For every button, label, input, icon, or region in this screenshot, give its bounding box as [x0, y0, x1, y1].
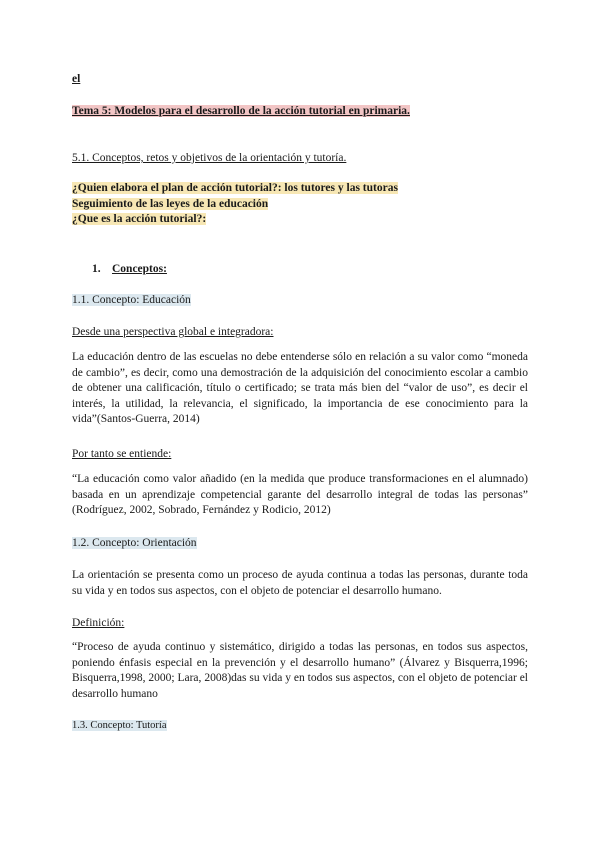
questions-block: [72, 181, 528, 228]
list-number: 1.: [92, 263, 101, 275]
subheading-global: Desde una perspectiva global e integradora:: [72, 326, 274, 338]
top-word: el: [72, 73, 81, 85]
question-2: Seguimiento de las leyes de la educación: [72, 197, 269, 210]
paragraph-orientacion: La orientación se presenta como un proceso de ayuda continua a todas las personas, durante toda su vida y en todos sus aspectos, con el objeto de potenciar el desarrollo humano.: [72, 569, 528, 597]
tema-title-text: Tema 5: Modelos para el desarrollo de la acción tutorial en primaria.: [72, 105, 410, 117]
section-5-1: 5.1. Conceptos, retos y objetivos de la orientación y tutoría.: [72, 152, 347, 164]
concept-1-3-heading: 1.3. Concepto: Tutoría: [72, 720, 167, 731]
subheading-por-tanto: Por tanto se entiende:: [72, 448, 172, 460]
paragraph-valor-anadido: “La educación como valor añadido (en la medida que produce transformaciones en el alumnado) basada en un aprendizaje competencial garante del desarrollo integral de todas las personas” (Rodríguez, 2002, Sobrado, Fernández y Rodicio, 2012): [72, 473, 528, 516]
concept-1-1-heading: 1.1. Concepto: Educación: [72, 294, 191, 306]
paragraph-definicion: “Proceso de ayuda continuo y sistemático, dirigido a todas las personas, en todos sus aspectos, poniendo énfasis especial en la prevención y el desarrollo humano” (Álvarez y Bisquerra,1996; Bisquerra,1998, 2000; Lara, 2008)das su vida y en todos sus aspectos, con el objeto de potenciar el desarrollo humano: [72, 641, 528, 700]
subheading-definicion: Definición:: [72, 617, 125, 629]
tema-title: [72, 104, 528, 120]
paragraph-educacion: La educación dentro de las escuelas no debe entenderse sólo en relación a su valor como “moneda de cambio”, es decir, como una demostración de la adquisición del conocimiento escolar a cambio de obtener una calificación, título o certificado; se trata más bien del “valor de uso”, es decir el interés, la utilidad, la relevancia, el significado, la importancia de ese conocimiento para la vida”(Santos-Guerra, 2014): [72, 351, 528, 425]
list-label: Conceptos:: [112, 263, 167, 275]
list-heading: [92, 262, 548, 278]
question-3: ¿Que es la acción tutorial?:: [72, 213, 207, 225]
question-1: ¿Quien elabora el plan de acción tutorial?: los tutores y las tutoras: [72, 182, 398, 194]
concept-1-2-heading: 1.2. Concepto: Orientación: [72, 537, 197, 549]
